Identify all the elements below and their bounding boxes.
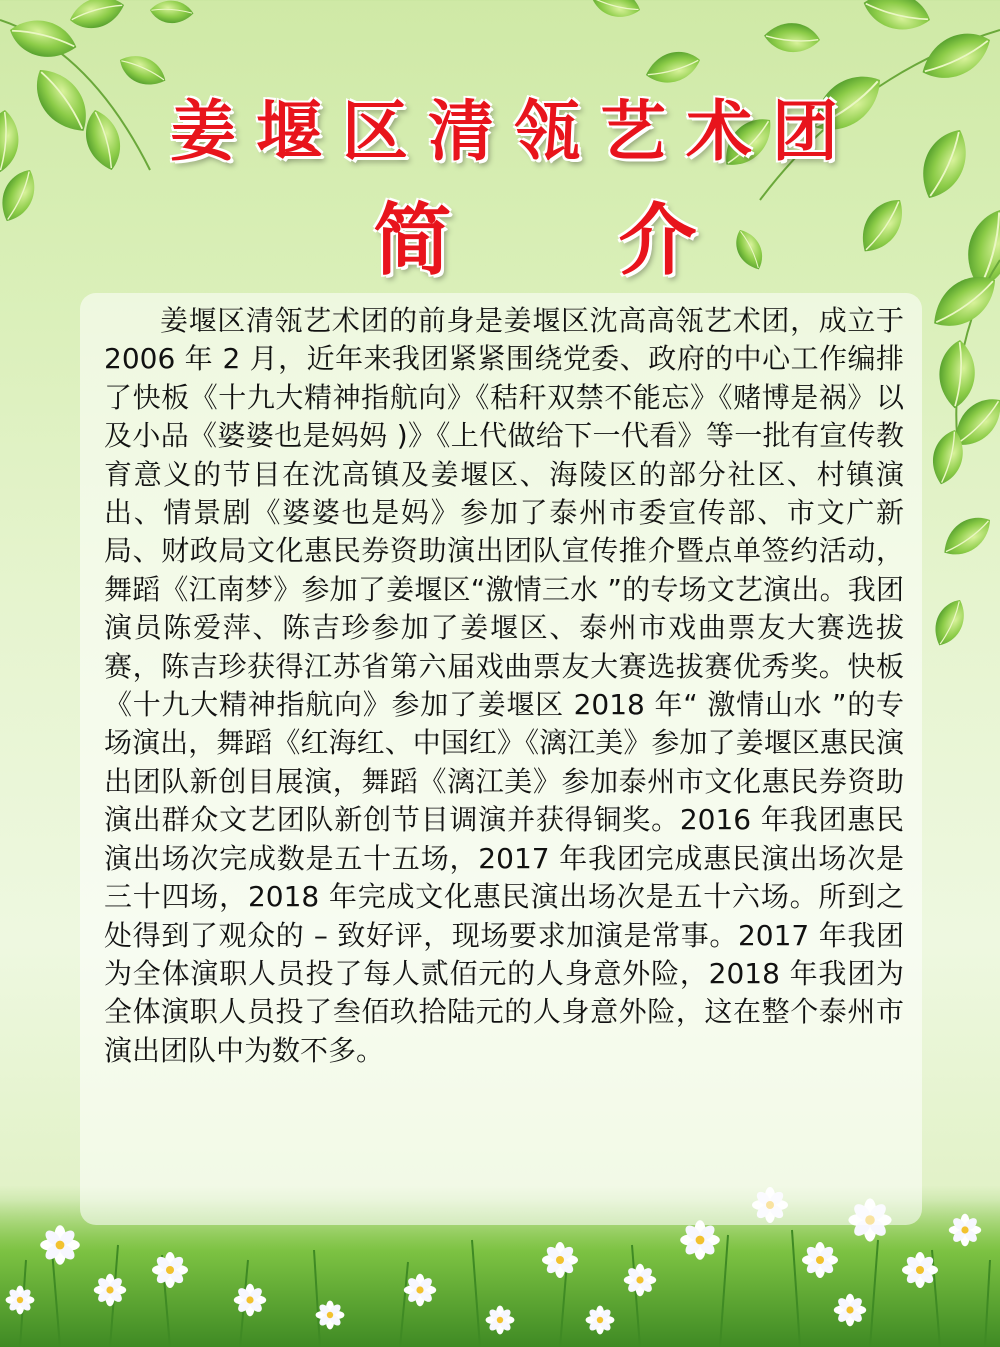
- page-subtitle: 简 介: [373, 195, 767, 286]
- leaf-cluster-right-side: [922, 260, 1000, 651]
- intro-paragraph: 姜堰区清瓴艺术团的前身是姜堰区沈高高瓴艺术团，成立于 2006 年 2 月，近年来我团紧紧围绕党委、政府的中心工作编排了快板《十九大精神指航向》《秸秆双禁不能忘》《赌博是祸》以及小品《婆婆也是妈妈 )》《上代做给下一代看》等一批有宣传教育意义的节目在沈高镇及姜堰区、海陵区的部分社区、村镇演出、情景剧《婆婆也是妈》参加了泰州市委宣传部、市文广新局、财政局文化惠民券资助演出团队宣传推介暨点单签约活动，舞蹈《江南梦》参加了姜堰区“激情三水 ”的专场文艺演出。我团演员陈爱萍、陈吉珍参加了姜堰区、泰州市戏曲票友大赛选拔赛，陈吉珍获得江苏省第六届戏曲票友大赛选拔赛优秀奖。快板《十九大精神指航向》参加了姜堰区 2018 年“ 激情山水 ”的专场演出，舞蹈《红海红、中国红》《漓江美》参加了姜堰区惠民演出团队新创目展演，舞蹈《漓江美》参加泰州市文化惠民券资助演出群众文艺团队新创节目调演并获得铜奖。2016 年我团惠民演出场次完成数是五十五场，2017 年我团完成惠民演出场次是三十四场，2018 年完成文化惠民演出场次是五十六场。所到之处得到了观众的 – 致好评，现场要求加演是常事。2017 年我团为全体演职人员投了每人贰佰元的人身意外险，2018 年我团为全体演职人员投了叁佰玖拾陆元的人身意外险，这在整个泰州市演出团队中为数不多。: [104, 304, 904, 1067]
- page-title: 姜堰区清瓴艺术团: [170, 92, 858, 170]
